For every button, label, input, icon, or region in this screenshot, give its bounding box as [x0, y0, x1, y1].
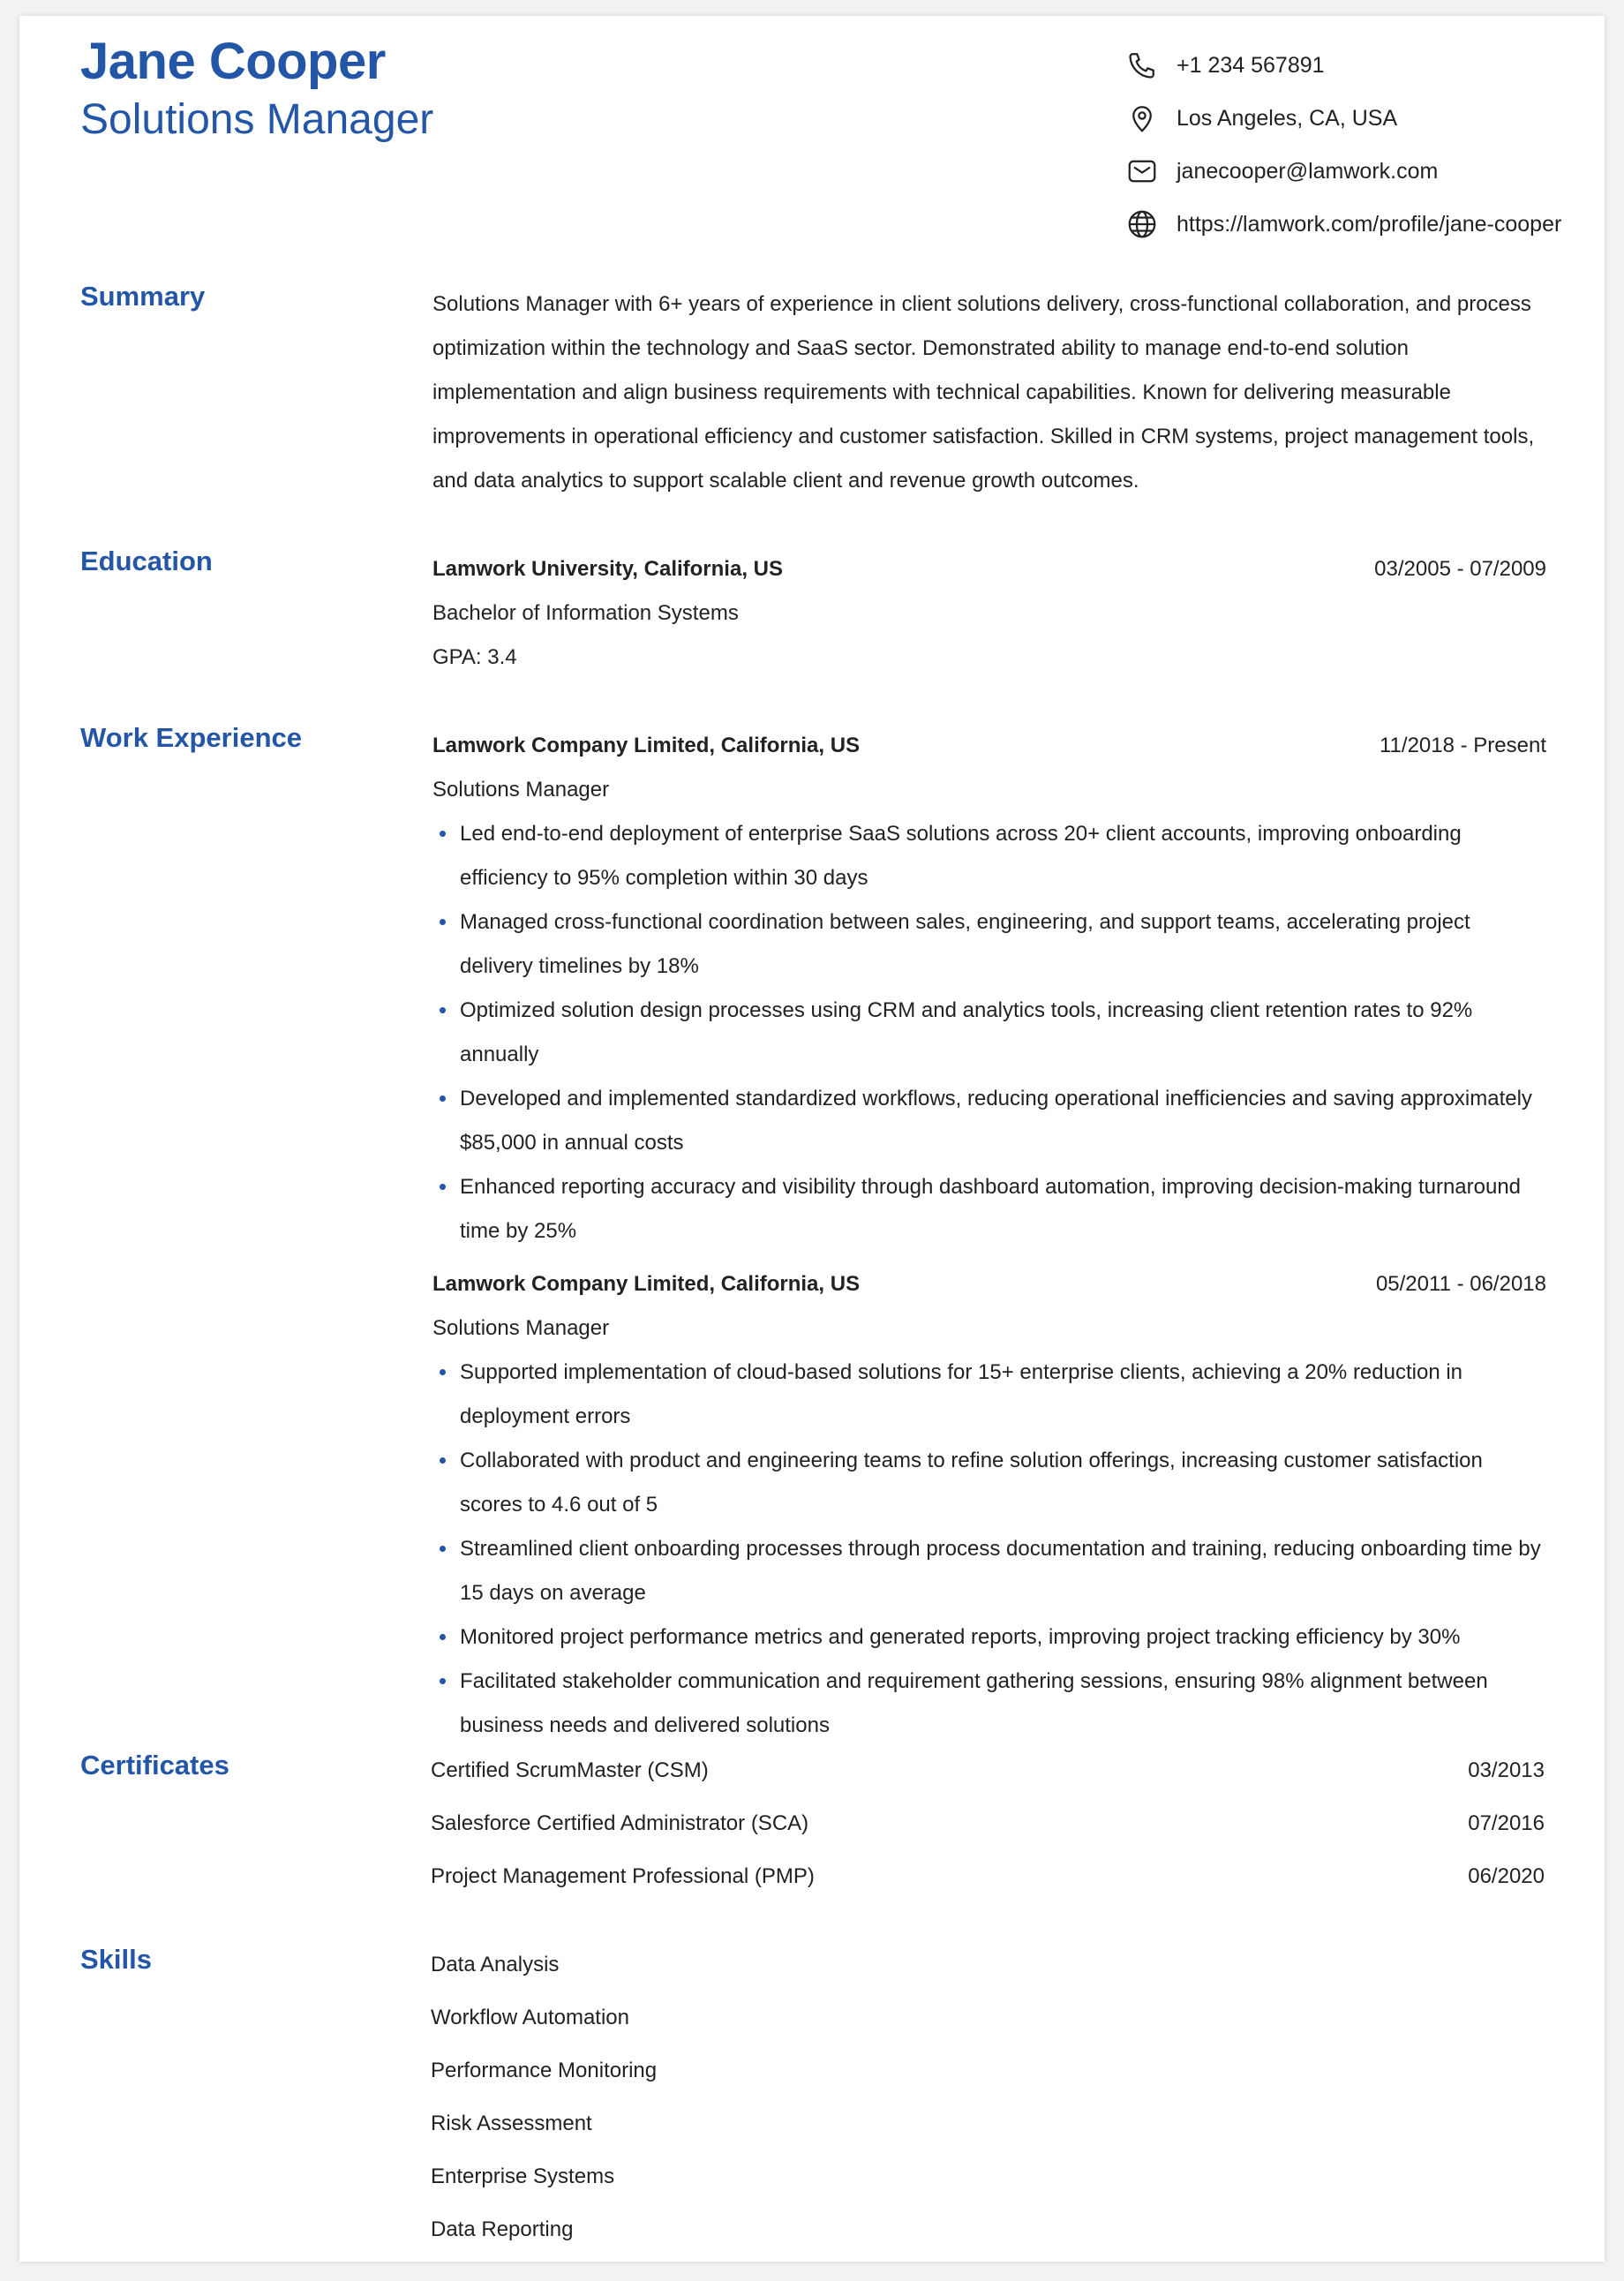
- globe-icon: [1125, 207, 1159, 241]
- location-icon: [1125, 102, 1159, 135]
- job-header-row: [432, 1262, 1546, 1306]
- candidate-name: Jane Cooper: [80, 33, 386, 90]
- certificate-row: [431, 1744, 1545, 1797]
- certificate-row: [431, 1797, 1545, 1850]
- education-school: Lamwork University, California, US: [432, 557, 783, 581]
- skill-item: Enterprise Systems: [431, 2164, 615, 2188]
- education-degree-row: [432, 591, 1546, 636]
- contact-location-text: Los Angeles, CA, USA: [1177, 105, 1398, 131]
- education-header-row: [432, 547, 1546, 591]
- resume-page: [19, 16, 1605, 2262]
- certificate-name: Salesforce Certified Administrator (SCA): [431, 1811, 809, 1835]
- job-dates: 11/2018 - Present: [1379, 734, 1546, 757]
- phone-icon: [1125, 49, 1159, 82]
- job-company: Lamwork Company Limited, California, US: [432, 1272, 861, 1296]
- list-item: Developed and implemented standardized workflows, reducing operational inefficiencies and saving approximately $85,000 in annual costs: [432, 1077, 1546, 1165]
- job-header-row: [432, 724, 1546, 768]
- education-heading: Education: [80, 546, 213, 576]
- job-role-row: [432, 1306, 1546, 1351]
- skill-item: Risk Assessment: [431, 2112, 592, 2135]
- list-item: Monitored project performance metrics and generated reports, improving project tracking efficiency by 30%: [432, 1615, 1546, 1660]
- job-entry: [432, 724, 1546, 1253]
- work-heading: Work Experience: [80, 722, 302, 753]
- list-item: Optimized solution design processes using CRM and analytics tools, increasing client retention rates to 92% annually: [432, 989, 1546, 1077]
- work-section: [432, 724, 1546, 1748]
- job-company: Lamwork Company Limited, California, US: [432, 734, 861, 757]
- list-item: Led end-to-end deployment of enterprise SaaS solutions across 20+ client accounts, improving onboarding efficiency to 95% completion within 30 days: [432, 812, 1546, 900]
- contact-email: [1125, 145, 1584, 198]
- certificate-row: [431, 1850, 1545, 1903]
- job-role-row: [432, 768, 1546, 812]
- contact-list: [1125, 39, 1584, 251]
- contact-location: [1125, 92, 1584, 145]
- certificate-date: 03/2013: [1468, 1758, 1545, 1782]
- summary-section: [432, 282, 1546, 503]
- list-item: Managed cross-functional coordination between sales, engineering, and support teams, accelerating project delivery timelines by 18%: [432, 900, 1546, 989]
- job-role: Solutions Manager: [432, 778, 610, 802]
- skill-item: Data Analysis: [431, 1953, 560, 1976]
- certificate-date: 07/2016: [1468, 1811, 1545, 1835]
- list-item: Facilitated stakeholder communication and requirement gathering sessions, ensuring 98% alignment between business needs and delivered solutions: [432, 1660, 1546, 1748]
- certificates-heading: Certificates: [80, 1750, 229, 1780]
- certificates-section: [431, 1744, 1545, 1903]
- job-role: Solutions Manager: [432, 1316, 610, 1340]
- skill-item: Workflow Automation: [431, 2006, 629, 2029]
- job-bullets: [432, 1351, 1546, 1748]
- education-section: [432, 547, 1546, 680]
- candidate-title: Solutions Manager: [80, 96, 434, 143]
- summary-heading: Summary: [80, 281, 206, 312]
- list-item: Collaborated with product and engineering teams to refine solution offerings, increasing customer satisfaction scores to 4.6 out of 5: [432, 1439, 1546, 1527]
- education-gpa-row: [432, 636, 1546, 680]
- list-item: Supported implementation of cloud-based solutions for 15+ enterprise clients, achieving a 20% reduction in deployment errors: [432, 1351, 1546, 1439]
- job-bullets: [432, 812, 1546, 1253]
- job-entry: [432, 1262, 1546, 1748]
- contact-email-text: janecooper@lamwork.com: [1177, 158, 1439, 184]
- education-gpa: GPA: 3.4: [432, 645, 517, 669]
- list-item: Streamlined client onboarding processes through process documentation and training, reducing onboarding time by 15 days on average: [432, 1527, 1546, 1615]
- education-degree: Bachelor of Information Systems: [432, 601, 739, 625]
- email-icon: [1125, 154, 1159, 188]
- skill-item: Data Reporting: [431, 2217, 574, 2241]
- certificate-date: 06/2020: [1468, 1864, 1545, 1888]
- education-dates: 03/2005 - 07/2009: [1374, 557, 1546, 581]
- contact-phone: [1125, 39, 1584, 92]
- skill-item: Performance Monitoring: [431, 2059, 658, 2082]
- contact-website: [1125, 198, 1584, 251]
- contact-phone-text: +1 234 567891: [1177, 52, 1325, 78]
- list-item: Enhanced reporting accuracy and visibility through dashboard automation, improving decision-making turnaround time by 25%: [432, 1165, 1546, 1253]
- skills-section: [431, 1938, 1545, 2256]
- certificate-name: Project Management Professional (PMP): [431, 1864, 815, 1888]
- job-dates: 05/2011 - 06/2018: [1375, 1272, 1546, 1296]
- skills-heading: Skills: [80, 1944, 152, 1975]
- contact-website-text: https://lamwork.com/profile/jane-cooper: [1177, 211, 1562, 237]
- certificate-name: Certified ScrumMaster (CSM): [431, 1758, 709, 1782]
- summary-text: Solutions Manager with 6+ years of experience in client solutions delivery, cross-functional collaboration, and process optimization within the technology and SaaS sector. Demonstrated ability to manage end-to-end solution implementation and align business requirements with technical capabilities. Known for delivering measurable improvements in operational efficiency and customer satisfaction. Skilled in CRM systems, project management tools, and data analytics to support scalable client and revenue growth outcomes.: [432, 292, 1535, 493]
